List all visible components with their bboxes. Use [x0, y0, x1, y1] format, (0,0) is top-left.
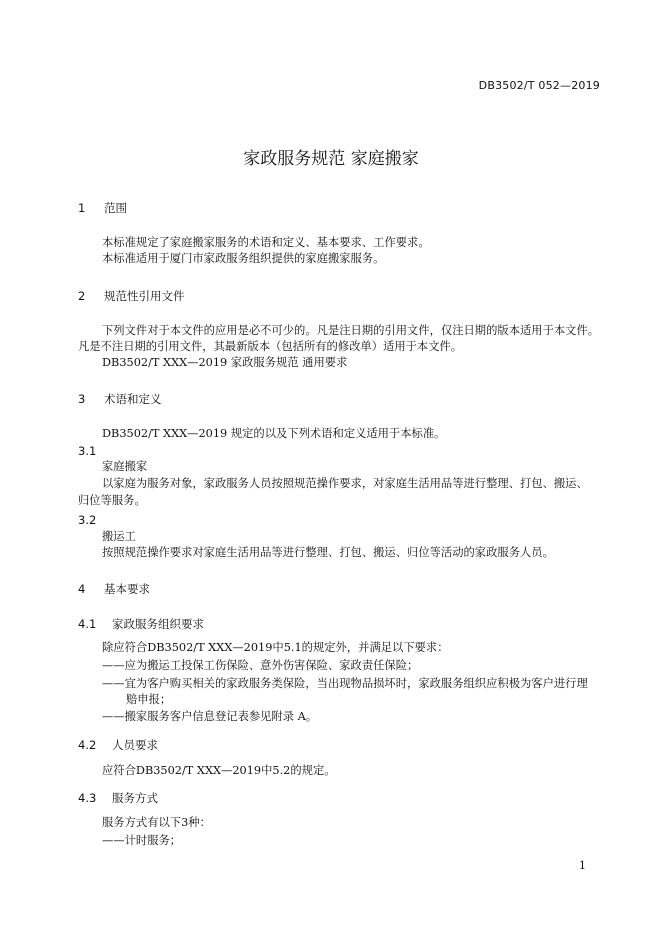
section-1-title: 范围	[104, 201, 127, 215]
section-4-2-title: 人员要求	[112, 738, 158, 752]
section-2-paragraph-1-line-2: 凡是不注日期的引用文件，其最新版本（包括所有的修改单）适用于本文件。	[78, 340, 463, 353]
section-2-title: 规范性引用文件	[104, 289, 185, 303]
section-2-heading	[78, 288, 185, 304]
section-4-title: 基本要求	[104, 582, 150, 596]
term-3-1-number: 3.1	[78, 444, 97, 458]
term-3-1-name: 家庭搬家	[102, 460, 148, 473]
section-4-3-title: 服务方式	[112, 791, 158, 805]
document-code: DB3502/T 052—2019	[478, 79, 600, 92]
document-title: 家政服务规范 家庭搬家	[243, 149, 419, 169]
section-2-number: 2	[78, 289, 86, 303]
section-4-1-item-2-line-1: ——宜为客户购买相关的家政服务类保险，当出现物品损坏时，家政服务组织应积极为客户进行理	[102, 677, 588, 690]
section-4-2-heading	[78, 737, 158, 753]
term-3-1-definition-line-1: 以家庭为服务对象，家政服务人员按照规范操作要求，对家庭生活用品等进行整理、打包、搬运、	[102, 477, 588, 490]
term-3-2-definition: 按照规范操作要求对家庭生活用品等进行整理、打包、搬运、归位等活动的家政服务人员。	[102, 546, 554, 559]
section-4-1-item-3: ——搬家服务客户信息登记表参见附录 A。	[102, 710, 318, 723]
section-4-1-item-2-line-2: 赔申报；	[126, 693, 172, 706]
section-3-number: 3	[78, 392, 86, 406]
section-4-2-number: 4.2	[78, 738, 97, 752]
section-3-paragraph-1: DB3502/T XXX—2019 规定的以及下列术语和定义适用于本标准。	[102, 427, 446, 440]
term-3-1-definition-line-2: 归位等服务。	[78, 494, 146, 507]
term-3-2-name: 搬运工	[102, 530, 136, 543]
section-4-3-number: 4.3	[78, 791, 97, 805]
section-3-title: 术语和定义	[104, 392, 162, 406]
section-4-1-number: 4.1	[78, 617, 97, 631]
term-3-2-number: 3.2	[78, 513, 97, 527]
page-number: 1	[579, 859, 586, 872]
section-1-number: 1	[78, 201, 86, 215]
section-4-2-paragraph-1: 应符合DB3502/T XXX—2019中5.2的规定。	[102, 764, 336, 777]
section-2-paragraph-1-line-1: 下列文件对于本文件的应用是必不可少的。凡是注日期的引用文件，仅注日期的版本适用于本文件。	[102, 324, 600, 337]
section-4-1-title: 家政服务组织要求	[112, 617, 204, 631]
section-4-1-heading	[78, 616, 204, 632]
section-4-3-heading	[78, 790, 158, 806]
section-4-heading	[78, 581, 150, 597]
section-4-number: 4	[78, 582, 86, 596]
section-4-3-paragraph-1: 服务方式有以下3种：	[102, 816, 211, 829]
section-4-3-item-1: ——计时服务；	[102, 834, 182, 847]
section-1-paragraph-1: 本标准规定了家庭搬家服务的术语和定义、基本要求、工作要求。	[102, 236, 430, 249]
section-4-1-item-1: ——应为搬运工投保工伤保险、意外伤害保险、家政责任保险；	[102, 659, 419, 672]
section-2-reference: DB3502/T XXX—2019 家政服务规范 通用要求	[102, 356, 348, 369]
section-1-paragraph-2: 本标准适用于厦门市家政服务组织提供的家庭搬家服务。	[102, 252, 385, 265]
section-4-1-paragraph-1: 除应符合DB3502/T XXX—2019中5.1的规定外，并满足以下要求：	[102, 641, 449, 654]
section-1-heading	[78, 200, 127, 216]
section-3-heading	[78, 391, 162, 407]
